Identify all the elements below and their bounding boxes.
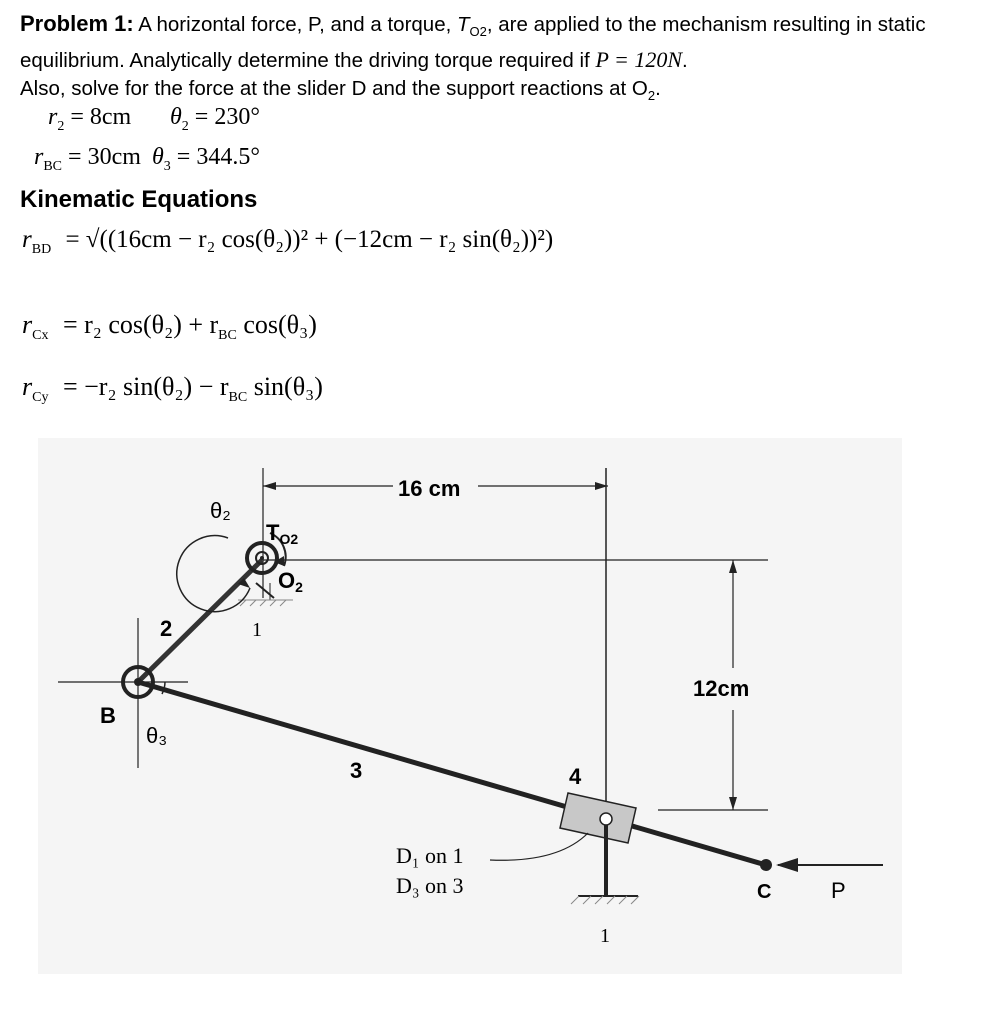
o2-label: O2 bbox=[278, 568, 303, 595]
problem-text-2: , are applied to the mechanism resulting in static equilibrium. Analytically determine the driving torque required if bbox=[20, 13, 926, 73]
link-3-label: 3 bbox=[350, 758, 363, 783]
dim-vertical-label: 12cm bbox=[693, 676, 750, 701]
given-theta2: $\theta_2 = 230^\circ$ bbox=[170, 104, 260, 134]
equation-rbd: $r_{BD} = √((16cm - r_2$ cos(θ₂))² + (−12cm − r₂ sin(θ₂))²) bbox=[22, 226, 554, 257]
problem-line-2-end: . bbox=[655, 77, 661, 101]
link-4-label: 4 bbox=[569, 764, 582, 789]
problem-statement bbox=[20, 10, 985, 110]
problem-line-2-sub: 2 bbox=[647, 88, 656, 104]
d1-label: D₁ on 1 bbox=[396, 843, 464, 868]
problem-text-3: . bbox=[682, 49, 688, 73]
torque-symbol: T bbox=[457, 13, 470, 36]
torque-subscript: O2 bbox=[469, 24, 487, 40]
problem-text-1: A horizontal force, P, and a torque, bbox=[133, 13, 457, 36]
pin-c bbox=[760, 859, 772, 871]
kinematic-heading: Kinematic Equations bbox=[20, 186, 258, 213]
c-label: C bbox=[757, 881, 772, 903]
given-force: P = 120N bbox=[595, 47, 682, 73]
given-r2: $r_2 = 8cm$ bbox=[48, 104, 132, 134]
given-theta3: $\theta_3 = 344.5^\circ$ bbox=[152, 144, 260, 174]
equation-rcy: $r_{Cy} = -r_2$ $\sin(\theta_2) - r_{BC}$ sin(θ₃) bbox=[22, 372, 323, 406]
theta3-label: θ₃ bbox=[146, 723, 168, 748]
p-label: P bbox=[831, 878, 846, 903]
torque-label: TO2 bbox=[266, 520, 299, 547]
problem-label: Problem 1: bbox=[20, 11, 134, 36]
ground-label-1b: 1 bbox=[600, 925, 610, 947]
ground-label-1a: 1 bbox=[252, 619, 262, 641]
mechanism-figure bbox=[38, 438, 902, 974]
given-rbc: $r_{BC} = 30cm$ bbox=[34, 144, 141, 174]
equation-rcx: $r_{Cx} = r_2$ $\cos(\theta_2) + r_{BC}$ cos(θ₃) bbox=[22, 310, 317, 344]
dim-horizontal-label: 16 cm bbox=[398, 476, 461, 501]
link-2-label: 2 bbox=[160, 616, 173, 641]
b-label: B bbox=[100, 703, 116, 728]
theta2-label: θ₂ bbox=[210, 498, 231, 523]
figure-background bbox=[38, 438, 902, 974]
problem-line-2: Also, solve for the force at the slider D and the support reactions at O bbox=[20, 77, 648, 101]
d3-label: D₃ on 3 bbox=[396, 873, 464, 898]
